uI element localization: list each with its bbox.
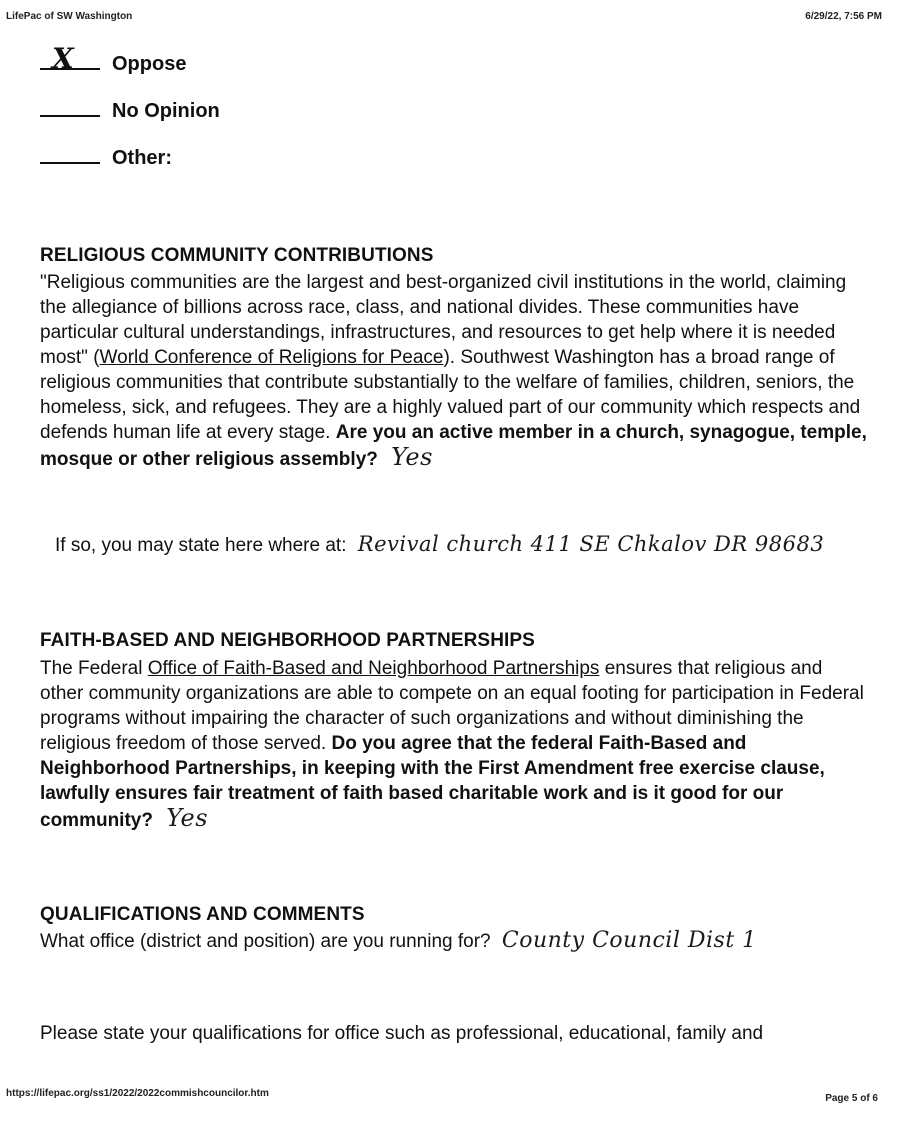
religious-paragraph [40, 270, 870, 472]
office-question: What office (district and position) are you running for? [40, 931, 491, 952]
header-timestamp: 6/29/22, 7:56 PM [805, 11, 882, 22]
checkbox-blank[interactable] [40, 97, 100, 117]
checkbox-blank[interactable] [40, 144, 100, 164]
paragraph-text: "Religious communities are the largest and best-organized civil institutions in the world, claiming the allegiance of billions across race, class, and national divides. These communities have particular cultural understandings, infrastructures, and resources to get help where it is needed most" ( [40, 272, 847, 368]
question-text: Do you agree that the federal Faith-Based and Neighborhood Partnerships, in keeping with the First Amendment free exercise clause, lawfully ensures fair treatment of faith based charitable work and is it good for our community? [40, 733, 825, 831]
religious-where [55, 532, 824, 557]
handwritten-office-answer: County Council Dist 1 [501, 928, 757, 953]
link-office-faith-based[interactable]: Office of Faith-Based and Neighborhood Partnerships [147, 658, 600, 679]
option-label: Oppose [112, 53, 187, 75]
footer-page-number: Page 5 of 6 [825, 1093, 878, 1104]
paragraph-text: The Federal [40, 658, 148, 679]
header-site-name: LifePac of SW Washington [6, 11, 133, 22]
section-title-qualifications: QUALIFICATIONS AND COMMENTS [40, 904, 365, 925]
handwritten-where-answer: Revival church 411 SE Chkalov DR 98683 [357, 532, 825, 556]
faith-paragraph [40, 656, 870, 833]
option-label: No Opinion [112, 100, 220, 122]
option-label: Other: [112, 147, 172, 169]
paragraph-text: ensures that religious and other community organizations are able to compete on an equal footing for participation in Federal programs without impairing the character of such organizations and without diminishing the religious freedom of those served. [40, 658, 864, 754]
where-label: If so, you may state here where at: [55, 535, 347, 556]
handwritten-mark: X [52, 42, 74, 75]
qualifications-prompt: Please state your qualifications for office such as professional, educational, family and [40, 1023, 764, 1044]
option-oppose [40, 42, 187, 76]
link-world-conference[interactable]: World Conference of Religions for Peace [99, 347, 444, 368]
handwritten-answer: Yes [166, 804, 209, 832]
question-text: Are you an active member in a church, synagogue, temple, mosque or other religious assembly? [40, 422, 867, 470]
paragraph-text: ). Southwest Washington has a broad range of religious communities that contribute substantially to the welfare of families, children, seniors, the homeless, sick, and refugees. They are a highly valued part of our community which respects and defends human life at every stage. [40, 347, 861, 443]
section-title-religious: RELIGIOUS COMMUNITY CONTRIBUTIONS [40, 245, 434, 266]
handwritten-answer: Yes [391, 443, 433, 471]
footer-url: https://lifepac.org/ss1/2022/2022commishcouncilor.htm [6, 1088, 269, 1099]
office-question-row [40, 928, 757, 953]
section-title-faith: FAITH-BASED AND NEIGHBORHOOD PARTNERSHIPS [40, 630, 535, 651]
option-other [40, 144, 172, 170]
checkbox-blank[interactable] [40, 42, 100, 75]
option-no-opinion [40, 97, 220, 123]
